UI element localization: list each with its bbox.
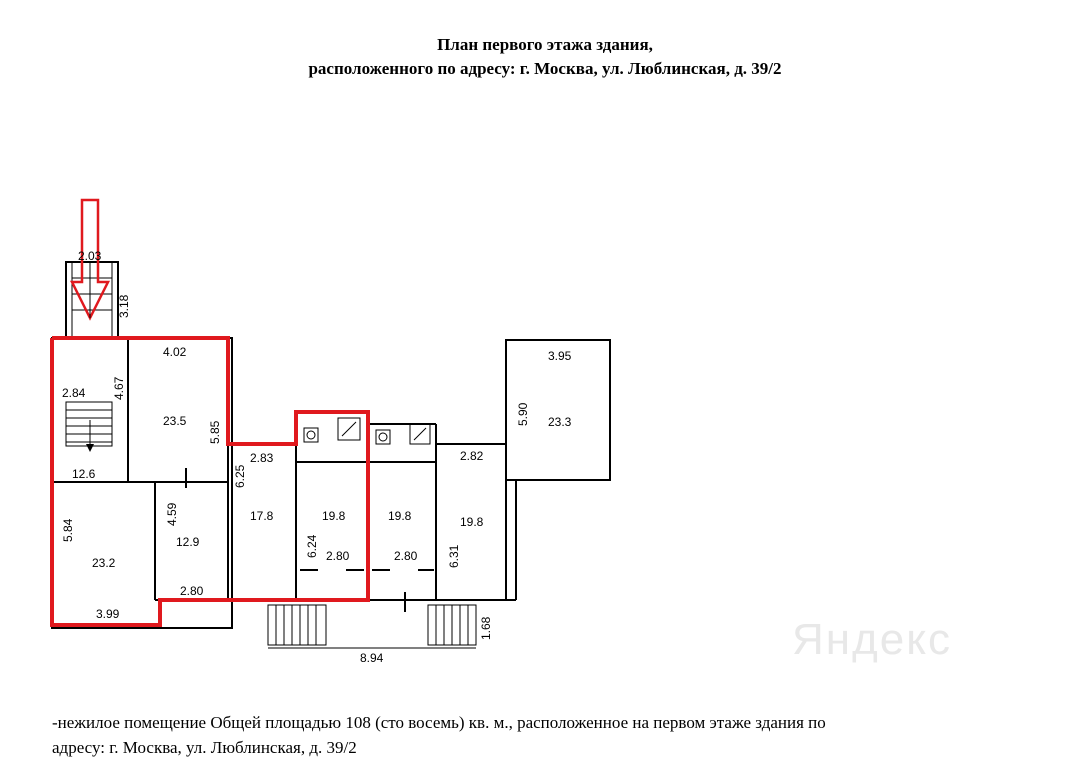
dim-r7-height: 5.90 — [516, 402, 530, 426]
area-r2: 12.9 — [176, 535, 200, 549]
dim-stair-height: 4.67 — [112, 376, 126, 400]
dim-corr-width: 2.83 — [250, 451, 274, 465]
dim-r6-width: 2.82 — [460, 449, 484, 463]
porch-steps — [268, 605, 476, 648]
area-r4: 19.8 — [322, 509, 346, 523]
dim-r2-width: 2.80 — [180, 584, 204, 598]
plan-title-line2: расположенного по адресу: г. Москва, ул. Люблинская, д. 39/2 — [308, 59, 782, 78]
dim-r4-width: 2.80 — [326, 549, 350, 563]
dim-r5-width: 2.80 — [394, 549, 418, 563]
area-r-bl: 23.2 — [92, 556, 116, 570]
dim-corr-height: 6.25 — [233, 464, 247, 488]
dim-stair-width: 2.84 — [62, 386, 86, 400]
caption — [52, 710, 1082, 760]
dim-stair-top-height: 3.18 — [117, 294, 131, 318]
area-stair: 12.6 — [72, 467, 96, 481]
dim-r4-height: 6.24 — [305, 534, 319, 558]
dim-r1-height: 5.85 — [208, 420, 222, 444]
plan-walls — [52, 262, 610, 628]
area-r5: 19.8 — [388, 509, 412, 523]
caption-line1: -нежилое помещение Общей площадью 108 (сто восемь) кв. м., расположенное на первом этаже здания по — [52, 713, 826, 732]
dim-r2-height: 4.59 — [165, 502, 179, 526]
watermark-logo: Яндекс — [792, 615, 952, 664]
dim-r-bl-height: 5.84 — [61, 518, 75, 542]
dim-total-width: 8.94 — [360, 651, 384, 665]
area-r1: 23.5 — [163, 414, 187, 428]
area-r6: 19.8 — [460, 515, 484, 529]
dim-stair-top-width: 2.03 — [78, 249, 102, 263]
area-r7: 23.3 — [548, 415, 572, 429]
dim-r-bl-width: 3.99 — [96, 607, 120, 621]
area-r3: 17.8 — [250, 509, 274, 523]
caption-line2: адресу: г. Москва, ул. Люблинская, д. 39/2 — [52, 738, 357, 757]
dim-porch-height: 1.68 — [479, 616, 493, 640]
dim-r6-height: 6.31 — [447, 544, 461, 568]
dim-r7-width: 3.95 — [548, 349, 572, 363]
plan-title-line1: План первого этажа здания, — [437, 35, 653, 54]
dim-r1-width: 4.02 — [163, 345, 187, 359]
